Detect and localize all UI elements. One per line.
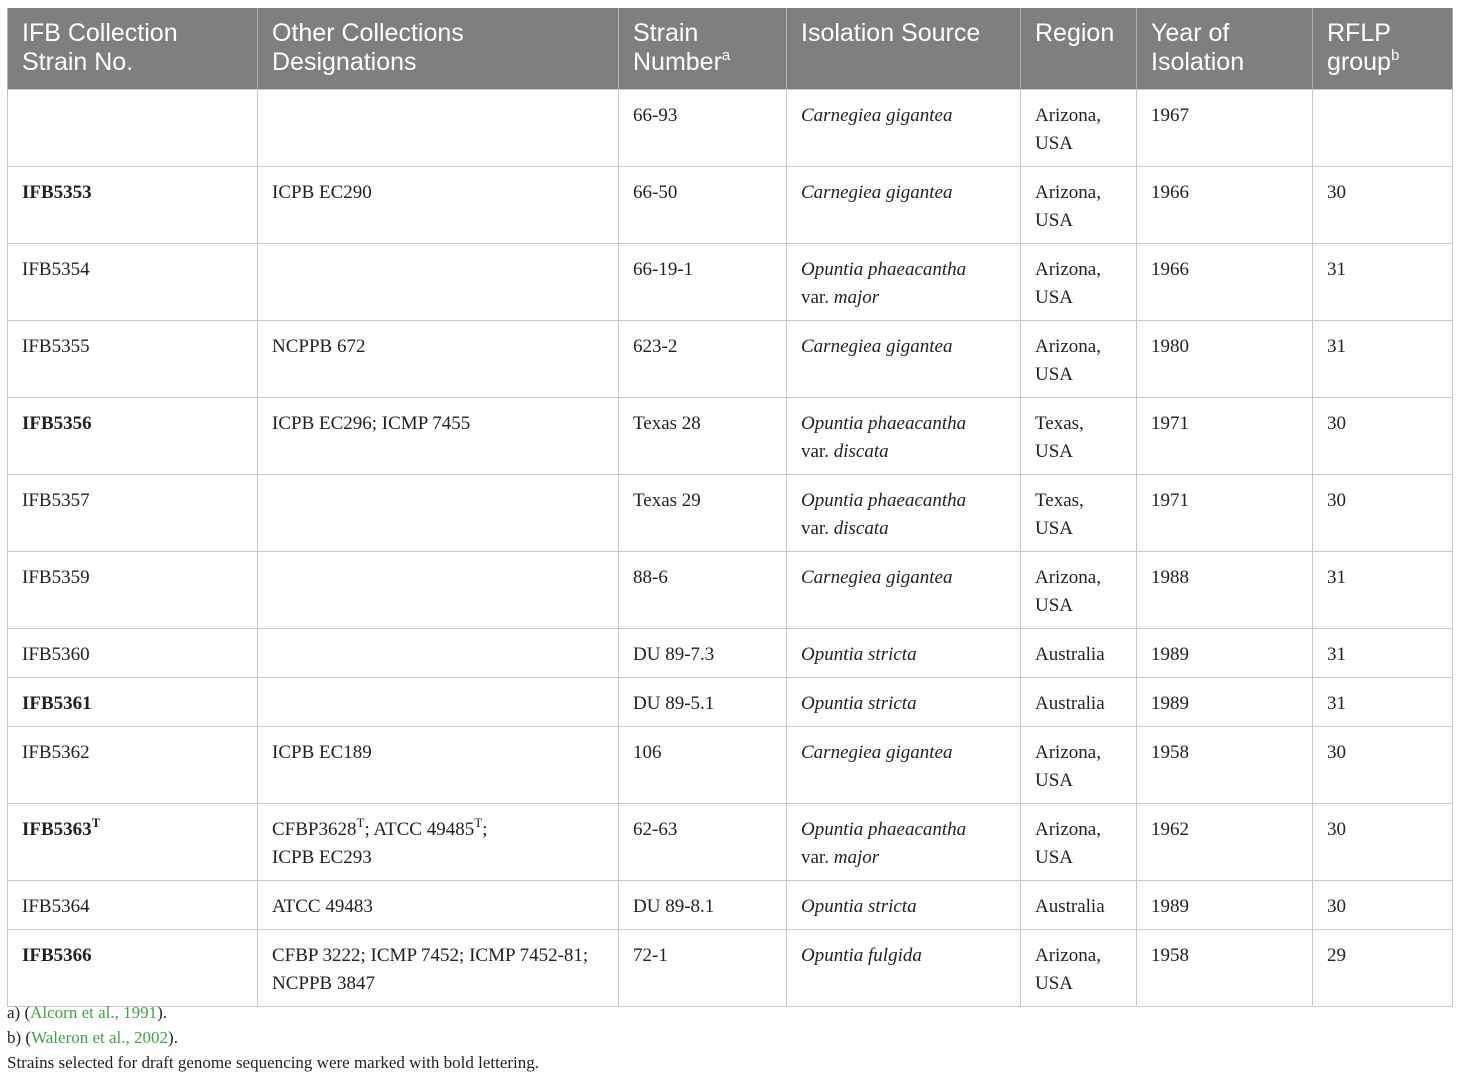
table-row bbox=[8, 321, 1453, 398]
ifb-strain-text: IFB5362 bbox=[22, 742, 90, 763]
header-other-collections: Other Collections Designations bbox=[258, 8, 619, 90]
rflp-text: 30 bbox=[1327, 490, 1346, 511]
cell-region bbox=[1021, 90, 1137, 167]
ifb-strain-text: IFB5357 bbox=[22, 490, 90, 511]
region-text: Australia bbox=[1035, 644, 1105, 665]
rflp-text: 29 bbox=[1327, 945, 1346, 966]
table-row bbox=[8, 398, 1453, 475]
header-footnote-mark: a bbox=[721, 47, 731, 64]
collection-text: NCPPB 672 bbox=[272, 336, 366, 357]
table-row bbox=[8, 930, 1453, 1007]
cell-ifb-strain bbox=[8, 398, 258, 475]
header-row bbox=[8, 8, 1453, 90]
collection-text: ICPB EC290 bbox=[272, 182, 372, 203]
year-text: 1989 bbox=[1151, 896, 1189, 917]
header-strain-number: Strain Number$^a$ bbox=[619, 8, 787, 90]
cell-rflp-group bbox=[1313, 804, 1453, 881]
cell-year bbox=[1137, 167, 1313, 244]
rflp-text: 30 bbox=[1327, 896, 1346, 917]
region-text: Arizona, USA bbox=[1035, 742, 1101, 791]
cell-isolation-source bbox=[787, 475, 1021, 552]
ifb-strain-text: IFB5361 bbox=[22, 693, 92, 714]
cell-other-collections bbox=[258, 244, 619, 321]
cell-other-collections bbox=[258, 475, 619, 552]
cell-rflp-group bbox=[1313, 475, 1453, 552]
cell-rflp-group bbox=[1313, 881, 1453, 930]
cell-region bbox=[1021, 552, 1137, 629]
cell-strain-number bbox=[619, 475, 787, 552]
region-text: Australia bbox=[1035, 896, 1105, 917]
footnote-a: a) (Alcorn et al., 1991). bbox=[7, 1003, 168, 1022]
header-year: Year of Isolation bbox=[1137, 8, 1313, 90]
species-name: Carnegiea gigantea bbox=[801, 182, 953, 203]
ifb-strain-text: IFB5364 bbox=[22, 896, 90, 917]
cell-other-collections bbox=[258, 90, 619, 167]
table-row bbox=[8, 167, 1453, 244]
cell-other-collections bbox=[258, 321, 619, 398]
rflp-text: 30 bbox=[1327, 413, 1346, 434]
cell-ifb-strain bbox=[8, 321, 258, 398]
species-name: Carnegiea gigantea bbox=[801, 105, 953, 126]
strain-number-text: 66-50 bbox=[633, 182, 678, 203]
cell-isolation-source bbox=[787, 727, 1021, 804]
footnote-b: b) (Waleron et al., 2002). bbox=[7, 1028, 178, 1047]
cell-ifb-strain bbox=[8, 629, 258, 678]
collection-text: ICPB EC296; ICMP 7455 bbox=[272, 413, 471, 434]
cell-isolation-source bbox=[787, 167, 1021, 244]
rflp-text: 31 bbox=[1327, 644, 1346, 665]
cell-region bbox=[1021, 727, 1137, 804]
region-text: Arizona, USA bbox=[1035, 259, 1101, 308]
cell-region bbox=[1021, 629, 1137, 678]
cell-ifb-strain bbox=[8, 167, 258, 244]
species-name: Carnegiea gigantea bbox=[801, 336, 953, 357]
cell-ifb-strain bbox=[8, 881, 258, 930]
region-text: Arizona, USA bbox=[1035, 336, 1101, 385]
variety-name: major bbox=[833, 847, 880, 868]
strain-number-text: 88-6 bbox=[633, 567, 668, 588]
cell-region bbox=[1021, 930, 1137, 1007]
strain-number-text: 72-1 bbox=[633, 945, 668, 966]
cell-year bbox=[1137, 244, 1313, 321]
cell-region bbox=[1021, 881, 1137, 930]
cell-other-collections bbox=[258, 727, 619, 804]
cell-ifb-strain bbox=[8, 727, 258, 804]
cell-ifb-strain bbox=[8, 90, 258, 167]
type-strain-mark: T bbox=[91, 815, 101, 830]
year-text: 1966 bbox=[1151, 182, 1189, 203]
cell-year bbox=[1137, 629, 1313, 678]
rflp-text: 31 bbox=[1327, 567, 1346, 588]
cell-year bbox=[1137, 678, 1313, 727]
species-name: Opuntia stricta bbox=[801, 896, 917, 917]
variety-prefix: var. bbox=[801, 518, 834, 539]
cell-rflp-group bbox=[1313, 629, 1453, 678]
cell-strain-number bbox=[619, 804, 787, 881]
ifb-strain-text: IFB5363 bbox=[22, 819, 92, 840]
ifb-strain-text: IFB5366 bbox=[22, 945, 92, 966]
year-text: 1988 bbox=[1151, 567, 1189, 588]
cell-isolation-source bbox=[787, 398, 1021, 475]
year-text: 1989 bbox=[1151, 693, 1189, 714]
rflp-text: 31 bbox=[1327, 693, 1346, 714]
rflp-text: 30 bbox=[1327, 182, 1346, 203]
cell-other-collections bbox=[258, 629, 619, 678]
cell-ifb-strain bbox=[8, 552, 258, 629]
region-text: Arizona, USA bbox=[1035, 945, 1101, 994]
strain-number-text: 66-19-1 bbox=[633, 259, 694, 280]
collection-text: CFBP3628 bbox=[272, 819, 357, 840]
table-row bbox=[8, 678, 1453, 727]
cell-strain-number bbox=[619, 398, 787, 475]
region-text: Texas, USA bbox=[1035, 413, 1084, 462]
year-text: 1966 bbox=[1151, 259, 1189, 280]
region-text: Arizona, USA bbox=[1035, 182, 1101, 231]
strain-number-text: DU 89-8.1 bbox=[633, 896, 715, 917]
header-isolation-source: Isolation Source bbox=[787, 8, 1021, 90]
year-text: 1962 bbox=[1151, 819, 1189, 840]
region-text: Texas, USA bbox=[1035, 490, 1084, 539]
collection-text: ICPB EC293 bbox=[272, 847, 372, 868]
cell-strain-number bbox=[619, 244, 787, 321]
cell-region bbox=[1021, 804, 1137, 881]
strain-number-text: 66-93 bbox=[633, 105, 678, 126]
cell-isolation-source bbox=[787, 552, 1021, 629]
region-text: Australia bbox=[1035, 693, 1105, 714]
region-text: Arizona, USA bbox=[1035, 819, 1101, 868]
species-name: Opuntia stricta bbox=[801, 693, 917, 714]
cell-year bbox=[1137, 398, 1313, 475]
cell-isolation-source bbox=[787, 90, 1021, 167]
table-row bbox=[8, 629, 1453, 678]
variety-prefix: var. bbox=[801, 847, 834, 868]
species-name: Opuntia phaeacantha bbox=[801, 819, 967, 840]
cell-isolation-source bbox=[787, 244, 1021, 321]
collection-text: ; bbox=[482, 819, 488, 840]
year-text: 1958 bbox=[1151, 945, 1189, 966]
cell-other-collections bbox=[258, 930, 619, 1007]
cell-strain-number bbox=[619, 881, 787, 930]
ifb-strain-text: IFB5353 bbox=[22, 182, 92, 203]
ifb-strain-text: IFB5360 bbox=[22, 644, 90, 665]
cell-isolation-source bbox=[787, 678, 1021, 727]
species-name: Opuntia fulgida bbox=[801, 945, 922, 966]
cell-strain-number bbox=[619, 321, 787, 398]
cell-other-collections bbox=[258, 552, 619, 629]
rflp-text: 30 bbox=[1327, 742, 1346, 763]
table-row bbox=[8, 552, 1453, 629]
cell-isolation-source bbox=[787, 321, 1021, 398]
strain-number-text: Texas 28 bbox=[633, 413, 701, 434]
table-row bbox=[8, 804, 1453, 881]
cell-isolation-source bbox=[787, 804, 1021, 881]
collection-text: ATCC 49483 bbox=[272, 896, 373, 917]
header-ifb-strain: IFB Collection Strain No. bbox=[8, 8, 258, 90]
cell-rflp-group bbox=[1313, 552, 1453, 629]
region-text: Arizona, USA bbox=[1035, 105, 1101, 154]
cell-strain-number bbox=[619, 167, 787, 244]
species-name: Opuntia phaeacantha bbox=[801, 259, 967, 280]
species-name: Opuntia phaeacantha bbox=[801, 490, 967, 511]
rflp-text: 31 bbox=[1327, 259, 1346, 280]
table-row bbox=[8, 881, 1453, 930]
strain-number-text: Texas 29 bbox=[633, 490, 701, 511]
cell-year bbox=[1137, 930, 1313, 1007]
year-text: 1958 bbox=[1151, 742, 1189, 763]
cell-strain-number bbox=[619, 552, 787, 629]
cell-other-collections bbox=[258, 167, 619, 244]
footnote-bold-note: Strains selected for draft genome sequencing were marked with bold lettering. bbox=[7, 1053, 540, 1072]
collection-text: ; ATCC 49485 bbox=[364, 819, 475, 840]
cell-isolation-source bbox=[787, 881, 1021, 930]
cell-year bbox=[1137, 552, 1313, 629]
species-name: Carnegiea gigantea bbox=[801, 742, 953, 763]
ifb-strain-text: IFB5355 bbox=[22, 336, 90, 357]
table-row bbox=[8, 90, 1453, 167]
cell-strain-number bbox=[619, 629, 787, 678]
header-rflp-group: RFLP group$^b$ bbox=[1313, 8, 1453, 90]
header-region: Region bbox=[1021, 8, 1137, 90]
strain-number-text: DU 89-7.3 bbox=[633, 644, 715, 665]
type-strain-mark: T bbox=[356, 815, 365, 830]
cell-ifb-strain bbox=[8, 804, 258, 881]
cell-year bbox=[1137, 804, 1313, 881]
cell-other-collections bbox=[258, 804, 619, 881]
cell-strain-number bbox=[619, 90, 787, 167]
cell-strain-number bbox=[619, 678, 787, 727]
strain-number-text: 623-2 bbox=[633, 336, 678, 357]
cell-region bbox=[1021, 398, 1137, 475]
cell-region bbox=[1021, 167, 1137, 244]
cell-ifb-strain bbox=[8, 678, 258, 727]
table-row bbox=[8, 727, 1453, 804]
rflp-text: 30 bbox=[1327, 819, 1346, 840]
cell-isolation-source bbox=[787, 930, 1021, 1007]
cell-year bbox=[1137, 881, 1313, 930]
cell-rflp-group bbox=[1313, 167, 1453, 244]
citation-link-waleron[interactable]: Waleron et al., 2002 bbox=[31, 1028, 169, 1047]
cell-ifb-strain bbox=[8, 475, 258, 552]
strain-number-text: DU 89-5.1 bbox=[633, 693, 715, 714]
cell-rflp-group bbox=[1313, 727, 1453, 804]
table-row bbox=[8, 475, 1453, 552]
year-text: 1971 bbox=[1151, 413, 1189, 434]
table-row bbox=[8, 244, 1453, 321]
species-name: Opuntia phaeacantha bbox=[801, 413, 967, 434]
citation-link-alcorn[interactable]: Alcorn et al., 1991 bbox=[30, 1003, 158, 1022]
variety-name: discata bbox=[833, 518, 889, 539]
collection-text: ICPB EC189 bbox=[272, 742, 372, 763]
species-name: Opuntia stricta bbox=[801, 644, 917, 665]
cell-strain-number bbox=[619, 727, 787, 804]
year-text: 1967 bbox=[1151, 105, 1189, 126]
region-text: Arizona, USA bbox=[1035, 567, 1101, 616]
ifb-strain-text: IFB5356 bbox=[22, 413, 92, 434]
year-text: 1980 bbox=[1151, 336, 1189, 357]
rflp-text: 31 bbox=[1327, 336, 1346, 357]
cell-year bbox=[1137, 475, 1313, 552]
cell-region bbox=[1021, 475, 1137, 552]
cell-year bbox=[1137, 90, 1313, 167]
strain-number-text: 62-63 bbox=[633, 819, 678, 840]
ifb-strain-text: IFB5354 bbox=[22, 259, 90, 280]
cell-year bbox=[1137, 727, 1313, 804]
cell-region bbox=[1021, 321, 1137, 398]
cell-rflp-group bbox=[1313, 398, 1453, 475]
variety-name: discata bbox=[833, 441, 889, 462]
cell-other-collections bbox=[258, 398, 619, 475]
header-footnote-mark: b bbox=[1390, 47, 1400, 64]
cell-isolation-source bbox=[787, 629, 1021, 678]
cell-rflp-group bbox=[1313, 678, 1453, 727]
species-name: Carnegiea gigantea bbox=[801, 567, 953, 588]
cell-other-collections bbox=[258, 678, 619, 727]
cell-year bbox=[1137, 321, 1313, 398]
strain-number-text: 106 bbox=[633, 742, 662, 763]
table-footnotes bbox=[7, 1000, 1452, 1075]
cell-other-collections bbox=[258, 881, 619, 930]
cell-rflp-group bbox=[1313, 90, 1453, 167]
variety-prefix: var. bbox=[801, 287, 834, 308]
cell-ifb-strain bbox=[8, 930, 258, 1007]
cell-ifb-strain bbox=[8, 244, 258, 321]
collection-text: CFBP 3222; ICMP 7452; ICMP 7452-81; NCPPB 3847 bbox=[272, 945, 589, 994]
year-text: 1989 bbox=[1151, 644, 1189, 665]
cell-rflp-group bbox=[1313, 244, 1453, 321]
cell-region bbox=[1021, 678, 1137, 727]
cell-strain-number bbox=[619, 930, 787, 1007]
variety-prefix: var. bbox=[801, 441, 834, 462]
table-body bbox=[8, 90, 1453, 1007]
year-text: 1971 bbox=[1151, 490, 1189, 511]
variety-name: major bbox=[833, 287, 880, 308]
cell-rflp-group bbox=[1313, 930, 1453, 1007]
cell-rflp-group bbox=[1313, 321, 1453, 398]
strain-table bbox=[7, 8, 1453, 1007]
type-strain-mark: T bbox=[474, 815, 483, 830]
cell-region bbox=[1021, 244, 1137, 321]
ifb-strain-text: IFB5359 bbox=[22, 567, 90, 588]
